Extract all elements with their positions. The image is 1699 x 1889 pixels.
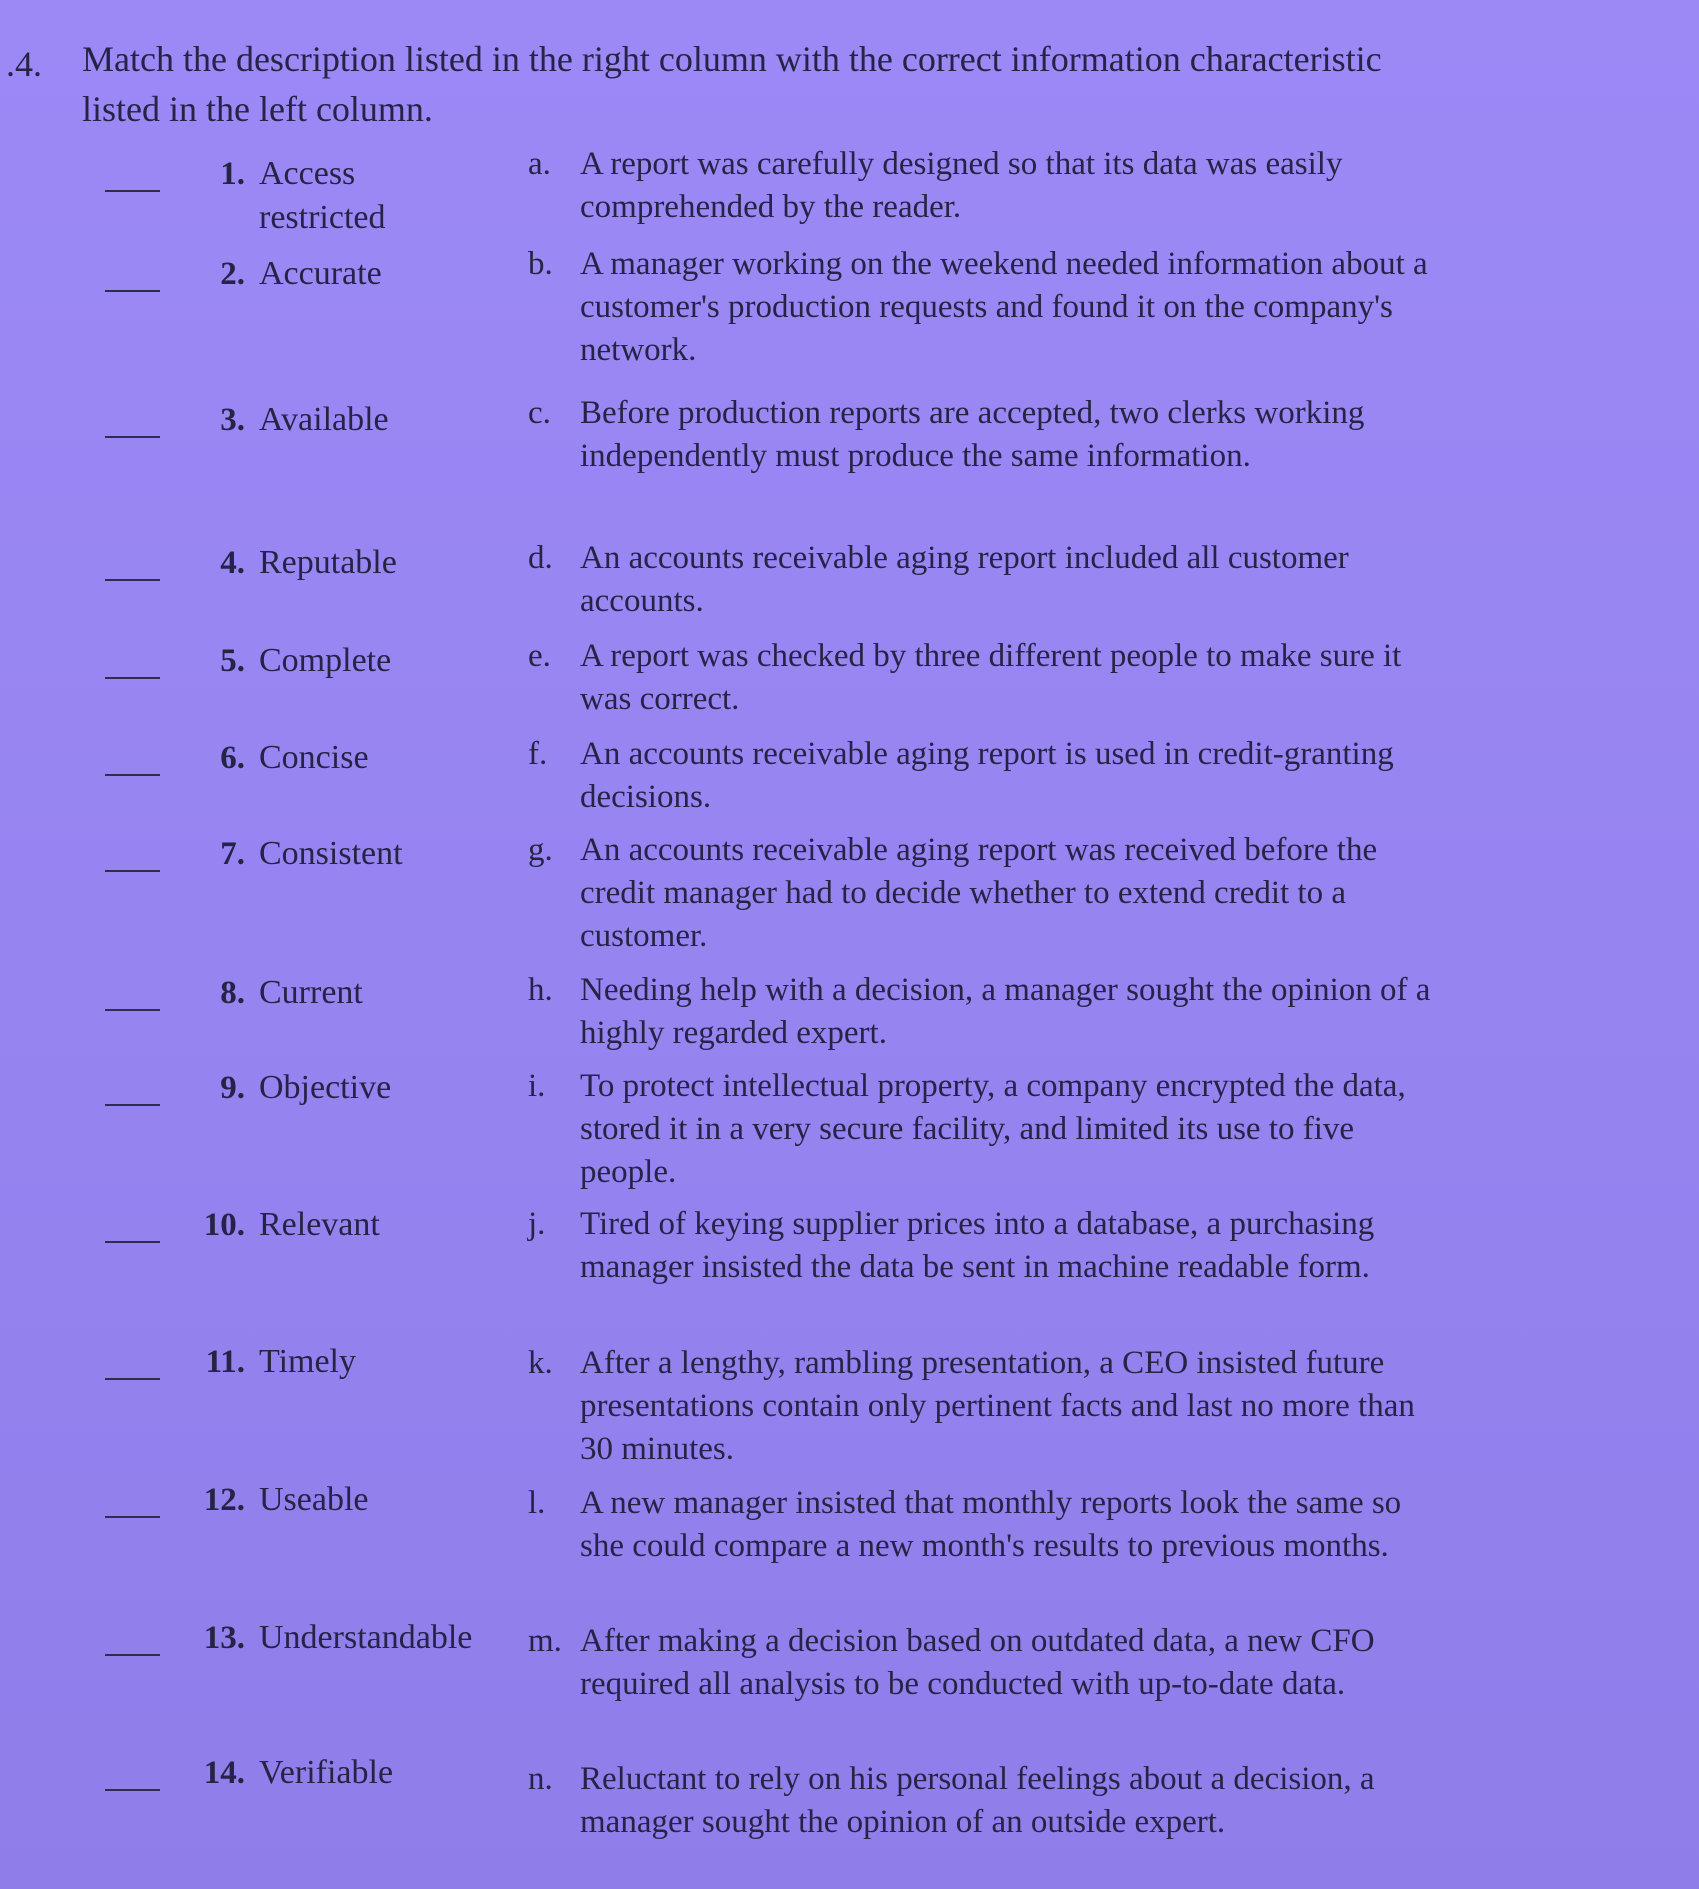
- characteristic-term: Objective: [259, 1069, 392, 1106]
- question-prompt: Match the description listed in the right column with the correct information characteristic listed in the left column.: [82, 39, 1382, 129]
- characteristic-term: Reputable: [259, 544, 397, 581]
- question-number: .4.: [6, 44, 42, 84]
- left-item-7: [105, 832, 525, 888]
- description-text: A new manager insisted that monthly reports look the same so she could compare a new month's results to previous months.: [580, 1485, 1402, 1564]
- characteristic-term: Current: [259, 974, 363, 1011]
- characteristic-term: Understandable: [259, 1619, 473, 1656]
- description-text: After making a decision based on outdated data, a new CFO required all analysis to be conducted with up-to-date data.: [580, 1623, 1375, 1702]
- answer-blank[interactable]: [105, 1241, 160, 1243]
- left-item-11: [105, 1340, 525, 1396]
- item-number: 9.: [220, 1070, 245, 1106]
- item-letter: d.: [528, 540, 553, 576]
- item-number: 14.: [203, 1755, 245, 1791]
- description-text: A report was checked by three different people to make sure it was correct.: [580, 638, 1402, 717]
- item-number: 10.: [203, 1207, 245, 1243]
- item-letter: g.: [528, 832, 553, 868]
- left-item-1: [105, 152, 525, 236]
- characteristic-term: Concise: [259, 739, 369, 776]
- left-item-6: [105, 736, 525, 792]
- left-item-2: [105, 252, 525, 308]
- left-item-4: [105, 541, 525, 597]
- item-number: 8.: [220, 975, 245, 1011]
- answer-blank[interactable]: [105, 1104, 160, 1106]
- item-letter: e.: [528, 638, 551, 674]
- characteristic-term: Accurate: [259, 255, 382, 292]
- item-number: 4.: [220, 545, 245, 581]
- answer-blank[interactable]: [105, 870, 160, 872]
- item-number: 2.: [220, 256, 245, 292]
- characteristic-term: Relevant: [259, 1206, 380, 1243]
- item-letter: c.: [528, 395, 551, 431]
- description-text: Tired of keying supplier prices into a database, a purchasing manager insisted the data be sent in machine readable form.: [580, 1206, 1375, 1285]
- answer-blank[interactable]: [105, 190, 160, 192]
- item-letter: h.: [528, 972, 553, 1008]
- description-text: Needing help with a decision, a manager sought the opinion of a highly regarded expert.: [580, 972, 1431, 1051]
- item-letter: a.: [528, 146, 551, 182]
- left-item-12: [105, 1478, 525, 1534]
- item-number: 7.: [220, 836, 245, 872]
- item-number: 11.: [205, 1344, 245, 1380]
- answer-blank[interactable]: [105, 579, 160, 581]
- answer-blank[interactable]: [105, 1378, 160, 1380]
- characteristic-term: Useable: [259, 1481, 369, 1518]
- description-text: An accounts receivable aging report was received before the credit manager had to decide whether to extend credit to a customer.: [580, 832, 1378, 954]
- description-text: A manager working on the weekend needed information about a customer's production requests and found it on the company's network.: [580, 246, 1428, 368]
- item-letter: l.: [528, 1485, 546, 1521]
- item-number: 12.: [203, 1482, 245, 1518]
- description-text: An accounts receivable aging report included all customer accounts.: [580, 540, 1349, 619]
- characteristic-term: Complete: [259, 642, 392, 679]
- left-item-3: [105, 398, 525, 454]
- item-number: 6.: [220, 740, 245, 776]
- characteristic-term: Consistent: [259, 835, 403, 872]
- answer-blank[interactable]: [105, 436, 160, 438]
- answer-blank[interactable]: [105, 1654, 160, 1656]
- description-text: An accounts receivable aging report is used in credit-granting decisions.: [580, 736, 1394, 815]
- answer-blank[interactable]: [105, 677, 160, 679]
- answer-blank[interactable]: [105, 1009, 160, 1011]
- left-item-8: [105, 971, 525, 1027]
- left-item-10: [105, 1203, 525, 1259]
- characteristic-term: Available: [259, 401, 389, 438]
- item-letter: j.: [528, 1206, 546, 1242]
- left-item-13: [105, 1616, 525, 1672]
- answer-blank[interactable]: [105, 1789, 160, 1791]
- left-item-9: [105, 1066, 525, 1122]
- characteristic-term: Access restricted: [259, 155, 386, 236]
- description-text: A report was carefully designed so that its data was easily comprehended by the reader.: [580, 146, 1343, 225]
- item-letter: b.: [528, 246, 553, 282]
- item-letter: m.: [528, 1623, 562, 1659]
- description-text: Before production reports are accepted, two clerks working independently must produce the same information.: [580, 395, 1365, 474]
- characteristic-term: Timely: [259, 1343, 357, 1380]
- item-letter: f.: [528, 736, 548, 772]
- item-letter: k.: [528, 1345, 553, 1381]
- answer-blank[interactable]: [105, 290, 160, 292]
- description-text: Reluctant to rely on his personal feelings about a decision, a manager sought the opinion of an outside expert.: [580, 1761, 1375, 1840]
- item-number: 3.: [220, 402, 245, 438]
- description-text: To protect intellectual property, a company encrypted the data, stored it in a very secure facility, and limited its use to five people.: [580, 1068, 1406, 1190]
- item-number: 13.: [203, 1620, 245, 1656]
- answer-blank[interactable]: [105, 1516, 160, 1518]
- item-letter: n.: [528, 1761, 553, 1797]
- left-item-14: [105, 1751, 525, 1807]
- answer-blank[interactable]: [105, 774, 160, 776]
- item-number: 1.: [220, 156, 245, 192]
- item-letter: i.: [528, 1068, 546, 1104]
- description-text: After a lengthy, rambling presentation, a CEO insisted future presentations contain only pertinent facts and last no more than 30 minutes.: [580, 1345, 1415, 1467]
- item-number: 5.: [220, 643, 245, 679]
- characteristic-term: Verifiable: [259, 1754, 394, 1791]
- left-item-5: [105, 639, 525, 695]
